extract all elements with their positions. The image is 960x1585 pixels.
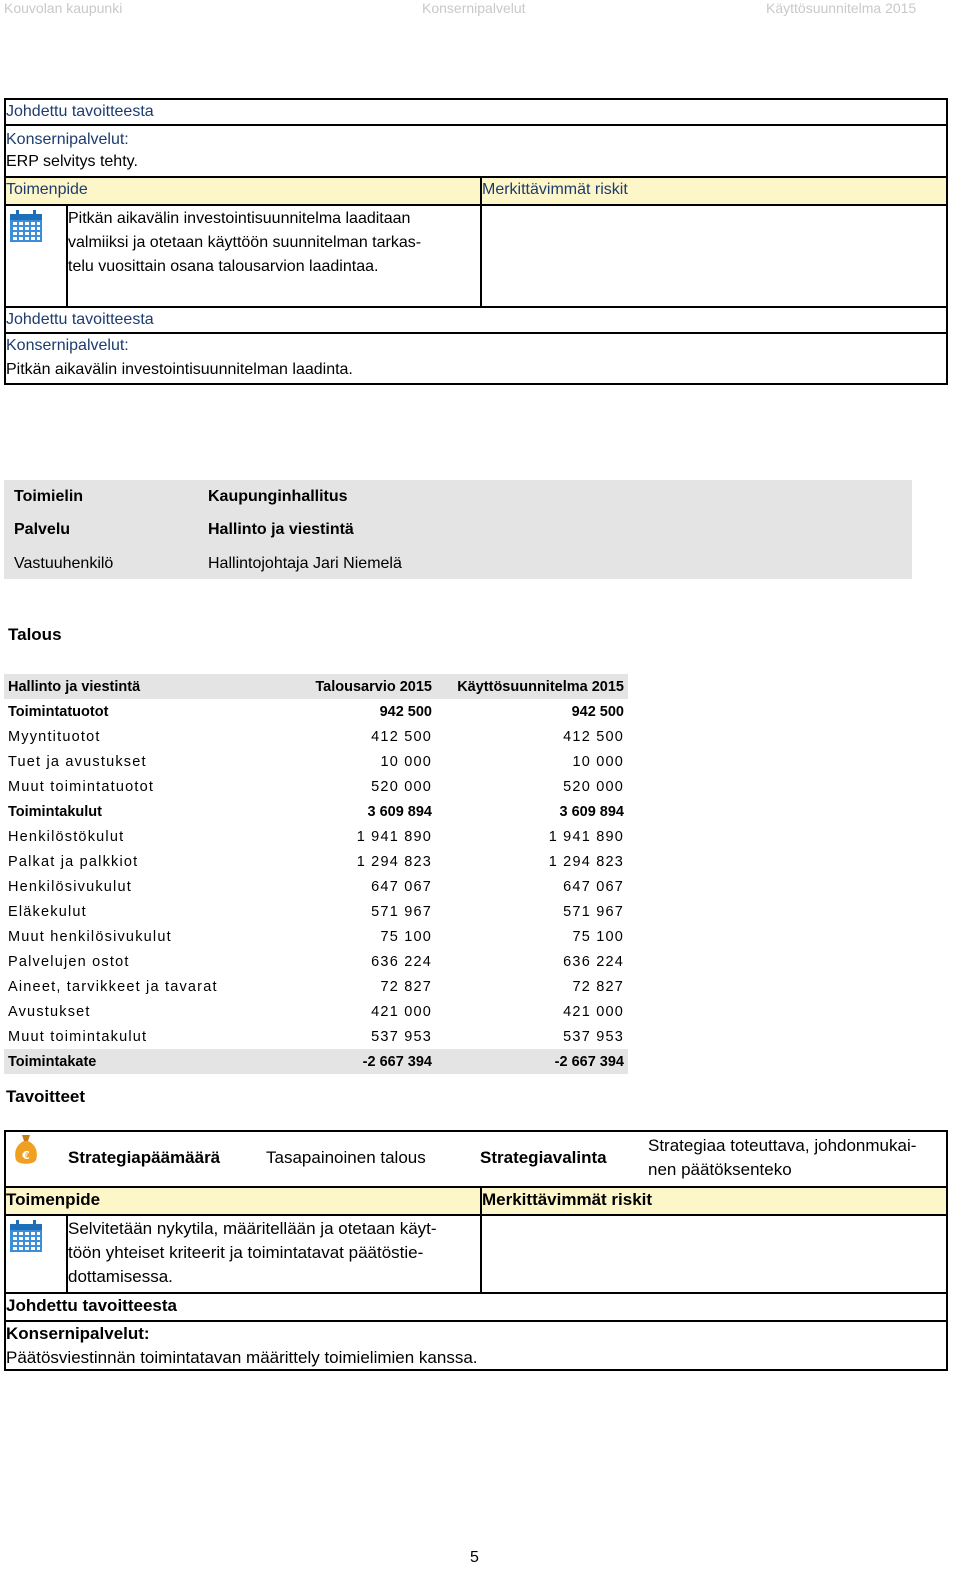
row-label: Toimintatuotot	[8, 703, 109, 720]
strategy-choice-label: Strategiavalinta	[480, 1148, 607, 1167]
konserni-label: Konsernipalvelut:	[6, 1324, 150, 1343]
calendar-icon	[9, 1219, 43, 1253]
table-row	[4, 749, 628, 774]
column-header: Käyttösuunnitelma 2015	[436, 674, 628, 699]
row-label: Tuet ja avustukset	[8, 753, 147, 770]
derived-from-goal-label: Johdettu tavoitteesta	[6, 311, 154, 328]
row-label: Toimintakate	[4, 1049, 266, 1074]
divider	[4, 204, 948, 206]
budget-value: 636 224	[371, 953, 432, 970]
derived-from-goal-label: Johdettu tavoitteesta	[6, 103, 154, 120]
plan-value: 3 609 894	[559, 803, 624, 820]
divider	[4, 176, 948, 178]
row-label: Muut toimintatuotot	[8, 778, 155, 795]
plan-value: 1 294 823	[548, 853, 624, 870]
konserni-text: Päätösviestinnän toimintatavan määrittely toimielimien kanssa.	[6, 1348, 478, 1367]
table-row	[4, 824, 628, 849]
vastuuhenkilo-label: Vastuuhenkilö	[14, 555, 114, 572]
table-row	[4, 699, 628, 724]
budget-value: 942 500	[379, 703, 432, 720]
plan-value: 571 967	[563, 903, 624, 920]
konserni-text: ERP selvitys tehty.	[6, 153, 138, 170]
calendar-icon	[9, 209, 43, 243]
money-bag-icon	[13, 1132, 39, 1166]
row-label: Henkilöstökulut	[8, 828, 125, 845]
action-text-line: valmiiksi ja otetaan käyttöön suunnitelman tarkas-	[68, 234, 422, 251]
divider	[4, 332, 948, 334]
finance-section-title: Talous	[8, 625, 62, 644]
table-row	[4, 774, 628, 799]
strategic-goal-label: Strategiapäämäärä	[68, 1148, 221, 1167]
column-header: Hallinto ja viestintä	[4, 674, 266, 699]
finance-table	[4, 674, 628, 1074]
table-row	[4, 874, 628, 899]
plan-value: -2 667 394	[436, 1049, 628, 1074]
table-row	[4, 999, 628, 1024]
budget-value: 10 000	[380, 753, 432, 770]
action-label: Toimenpide	[6, 181, 88, 198]
plan-value: 520 000	[563, 778, 624, 795]
table-row	[4, 1049, 628, 1074]
svg-text:€: €	[22, 1149, 30, 1162]
budget-value: 571 967	[371, 903, 432, 920]
budget-value: 647 067	[371, 878, 432, 895]
konserni-label: Konsernipalvelut:	[6, 131, 129, 148]
risks-label: Merkittävimmät riskit	[482, 181, 628, 198]
derived-from-goal-label: Johdettu tavoitteesta	[6, 1296, 177, 1315]
row-label: Muut toimintakulut	[8, 1028, 148, 1045]
budget-value: 421 000	[371, 1003, 432, 1020]
konserni-text: Pitkän aikavälin investointisuunnitelman laadinta.	[6, 361, 353, 378]
action-header-row	[6, 1187, 946, 1215]
toimielin-value: Kaupunginhallitus	[208, 488, 348, 505]
header-organization: Kouvolan kaupunki	[4, 0, 123, 16]
plan-value: 537 953	[563, 1028, 624, 1045]
row-label: Muut henkilösivukulut	[8, 928, 172, 945]
risks-label: Merkittävimmät riskit	[482, 1190, 653, 1209]
budget-value: 1 294 823	[356, 853, 432, 870]
budget-value: 1 941 890	[356, 828, 432, 845]
palvelu-label: Palvelu	[14, 521, 71, 538]
table-row	[4, 849, 628, 874]
table-row	[4, 924, 628, 949]
header-department: Konsernipalvelut	[422, 0, 526, 16]
plan-value: 72 827	[572, 978, 624, 995]
row-label: Aineet, tarvikkeet ja tavarat	[8, 978, 218, 995]
responsibility-panel	[4, 480, 912, 579]
konserni-label: Konsernipalvelut:	[6, 337, 129, 354]
action-header-row	[6, 177, 946, 205]
divider	[4, 1214, 948, 1216]
row-label: Palkat ja palkkiot	[8, 853, 139, 870]
plan-value: 412 500	[563, 728, 624, 745]
budget-value: -2 667 394	[266, 1049, 436, 1074]
toimielin-label: Toimielin	[14, 488, 84, 505]
table-row	[4, 1024, 628, 1049]
divider	[4, 1186, 948, 1188]
row-label: Henkilösivukulut	[8, 878, 132, 895]
page-number: 5	[470, 1549, 479, 1566]
table-row	[4, 899, 628, 924]
action-text-line: dottamisessa.	[68, 1267, 173, 1286]
budget-value: 537 953	[371, 1028, 432, 1045]
action-label: Toimenpide	[6, 1190, 101, 1209]
header-document-title: Käyttösuunnitelma 2015	[766, 0, 917, 16]
action-text-line: Pitkän aikavälin investointisuunnitelma laaditaan	[68, 210, 411, 227]
divider	[4, 124, 948, 126]
plan-value: 1 941 890	[548, 828, 624, 845]
plan-value: 421 000	[563, 1003, 624, 1020]
strategy-choice-line: nen päätöksenteko	[648, 1160, 792, 1179]
row-label: Palvelujen ostot	[8, 953, 130, 970]
table-row	[4, 949, 628, 974]
action-text-line: Selvitetään nykytila, määritellään ja otetaan käyt-	[68, 1219, 437, 1238]
row-label: Toimintakulut	[8, 803, 102, 820]
budget-value: 3 609 894	[367, 803, 432, 820]
plan-value: 75 100	[572, 928, 624, 945]
action-text-line: töön yhteiset kriteerit ja toimintatavat päätöstie-	[68, 1243, 424, 1262]
plan-value: 942 500	[571, 703, 624, 720]
row-label: Eläkekulut	[8, 903, 87, 920]
plan-value: 10 000	[572, 753, 624, 770]
table-row	[4, 974, 628, 999]
vastuuhenkilo-value: Hallintojohtaja Jari Niemelä	[208, 555, 402, 572]
action-text-line: telu vuosittain osana talousarvion laadintaa.	[68, 258, 379, 275]
goals-section-title: Tavoitteet	[6, 1087, 86, 1106]
finance-table-header	[4, 674, 628, 699]
strategy-choice-line: Strategiaa toteuttava, johdonmukai-	[648, 1136, 917, 1155]
strategic-goal-value: Tasapainoinen talous	[266, 1148, 426, 1167]
palvelu-value: Hallinto ja viestintä	[208, 521, 354, 538]
plan-value: 647 067	[563, 878, 624, 895]
row-label: Myyntituotot	[8, 728, 101, 745]
budget-value: 72 827	[380, 978, 432, 995]
budget-value: 75 100	[380, 928, 432, 945]
budget-value: 412 500	[371, 728, 432, 745]
column-header: Talousarvio 2015	[266, 674, 436, 699]
row-label: Avustukset	[8, 1003, 91, 1020]
budget-value: 520 000	[371, 778, 432, 795]
table-row	[4, 724, 628, 749]
table-row	[4, 799, 628, 824]
plan-value: 636 224	[563, 953, 624, 970]
